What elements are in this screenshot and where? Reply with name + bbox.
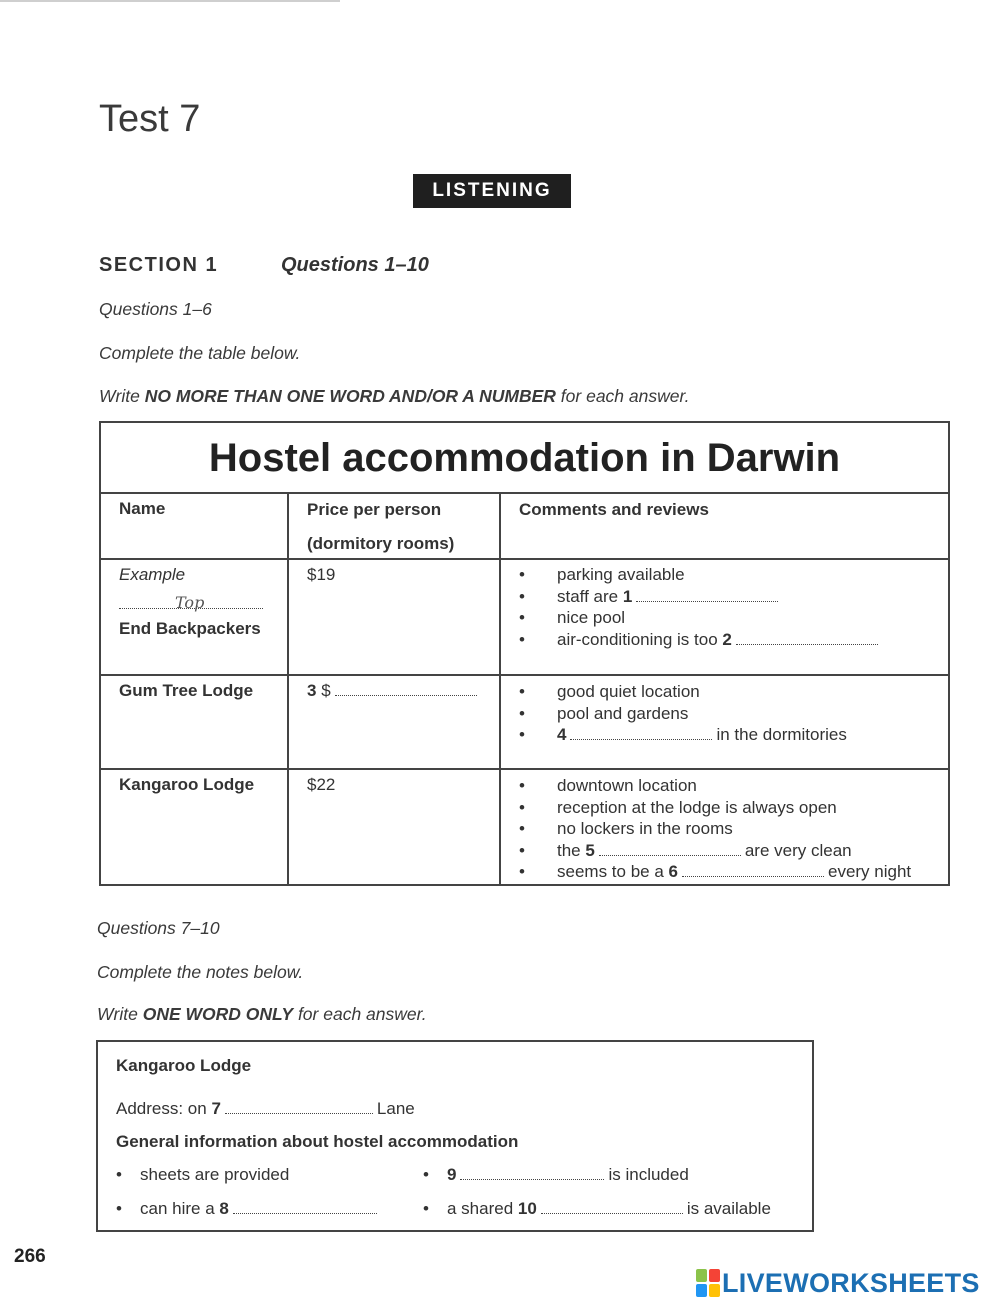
answer-gap-7[interactable] xyxy=(225,1100,373,1114)
comment-text: staff are xyxy=(557,586,623,606)
header-price-line1: Price per person xyxy=(307,500,442,519)
hostel-price xyxy=(307,681,481,701)
hostel-price: $22 xyxy=(307,775,336,794)
comment-text: good quiet location xyxy=(557,682,700,701)
address-suffix: Lane xyxy=(376,1099,415,1118)
notes-general-heading: General information about hostel accommodation xyxy=(116,1132,519,1151)
question-number: 3 xyxy=(307,681,317,700)
question-number: 1 xyxy=(622,586,633,606)
word-limit-prefix: Write xyxy=(99,386,145,406)
word-limit-bold: NO MORE THAN ONE WORD AND/OR A NUMBER xyxy=(144,386,556,406)
question-number: 4 xyxy=(557,725,567,745)
logo-square xyxy=(709,1269,720,1282)
comments-list xyxy=(519,775,911,883)
logo-mark-icon xyxy=(696,1269,720,1297)
question-number: 2 xyxy=(722,629,732,649)
question-number: 8 xyxy=(219,1199,229,1218)
questions-1-6-label: Questions 1–6 xyxy=(99,299,212,319)
liveworksheets-logo[interactable] xyxy=(696,1268,980,1298)
list-item: • 9 is included xyxy=(423,1165,689,1184)
word-limit-prefix: Write xyxy=(97,1004,143,1024)
answer-gap-4[interactable] xyxy=(570,726,712,740)
notes-box xyxy=(96,1040,814,1232)
hostel-price: $19 xyxy=(307,565,336,584)
table-instruction: Complete the table below. xyxy=(99,343,301,363)
comment-text: are very clean xyxy=(744,840,852,860)
row-divider xyxy=(101,768,948,770)
word-limit-suffix: for each answer. xyxy=(555,386,690,406)
header-price xyxy=(307,493,454,561)
top-rule xyxy=(0,0,340,2)
header-comments: Comments and reviews xyxy=(519,500,709,519)
list-item xyxy=(519,724,847,746)
row-divider xyxy=(101,674,948,676)
list-item xyxy=(519,607,882,629)
list-item xyxy=(519,564,882,586)
currency-symbol: $ xyxy=(321,681,331,700)
answer-gap-6[interactable] xyxy=(682,863,824,877)
answer-gap-1[interactable] xyxy=(636,588,778,602)
hostel-name: Gum Tree Lodge xyxy=(119,681,254,700)
note-text: a shared xyxy=(447,1199,518,1218)
note-text: can hire a xyxy=(140,1199,220,1218)
address-prefix: Address: on xyxy=(116,1099,212,1118)
table-word-limit xyxy=(99,386,690,407)
list-item xyxy=(519,775,911,797)
list-item xyxy=(519,586,882,608)
logo-square xyxy=(696,1284,707,1297)
list-item xyxy=(519,840,911,862)
header-name: Name xyxy=(119,499,166,518)
row-divider xyxy=(101,558,948,560)
comment-text: no lockers in the rooms xyxy=(557,819,733,839)
hostel-name: End Backpackers xyxy=(119,619,261,638)
hostel-name: Kangaroo Lodge xyxy=(119,775,255,794)
test-title: Test 7 xyxy=(99,98,201,140)
answer-gap-2[interactable] xyxy=(736,631,878,645)
note-text: sheets are provided xyxy=(140,1165,290,1184)
list-item: • sheets are provided xyxy=(116,1165,290,1184)
answer-gap-3[interactable] xyxy=(335,682,477,696)
comment-text: every night xyxy=(827,862,912,882)
header-price-line2: (dormitory rooms) xyxy=(307,534,455,553)
question-number: 6 xyxy=(668,862,678,882)
table-title: Hostel accommodation in Darwin xyxy=(101,423,948,494)
comment-text: in the dormitories xyxy=(716,725,847,745)
section-label: SECTION 1 xyxy=(99,254,219,276)
list-item xyxy=(519,703,847,725)
comment-text: downtown location xyxy=(557,776,697,795)
handwritten-answer: Top xyxy=(175,593,205,612)
list-item: • can hire a 8 xyxy=(116,1199,381,1219)
comment-text: nice pool xyxy=(557,608,626,628)
comment-text: seems to be a xyxy=(557,862,669,882)
list-item xyxy=(519,629,882,651)
hostel-table xyxy=(99,421,950,886)
note-text: is included xyxy=(608,1165,689,1184)
comments-list xyxy=(519,681,847,746)
example-label: Example xyxy=(119,565,186,584)
answer-gap-8[interactable] xyxy=(233,1200,377,1214)
list-item xyxy=(519,797,911,819)
answer-gap-10[interactable] xyxy=(541,1200,683,1214)
section-questions: Questions 1–10 xyxy=(281,254,429,276)
comment-text: reception at the lodge is always open xyxy=(557,797,837,817)
answer-gap-5[interactable] xyxy=(599,842,741,856)
question-number: 10 xyxy=(517,1199,537,1218)
notes-address xyxy=(116,1099,415,1119)
note-text: is available xyxy=(686,1199,771,1218)
notes-title: Kangaroo Lodge xyxy=(116,1056,252,1075)
notes-word-limit xyxy=(97,1004,427,1025)
comment-text: pool and gardens xyxy=(557,703,689,723)
word-limit-suffix: for each answer. xyxy=(293,1004,427,1024)
column-divider xyxy=(499,494,501,884)
list-item xyxy=(519,861,911,883)
listening-badge: LISTENING xyxy=(413,174,571,208)
logo-square xyxy=(709,1284,720,1297)
comment-text: air-conditioning is too xyxy=(557,629,723,649)
page-number: 266 xyxy=(14,1246,46,1267)
word-limit-bold: ONE WORD ONLY xyxy=(142,1004,294,1024)
logo-text: LIVEWORKSHEETS xyxy=(722,1267,980,1298)
question-number: 7 xyxy=(211,1099,221,1118)
question-number: 9 xyxy=(447,1165,457,1184)
list-item xyxy=(519,681,847,703)
answer-gap-9[interactable] xyxy=(460,1166,604,1180)
comment-text: the xyxy=(557,840,586,860)
questions-7-10-label: Questions 7–10 xyxy=(97,918,220,938)
comments-list xyxy=(519,564,882,650)
comment-text: parking available xyxy=(557,565,685,584)
list-item xyxy=(519,818,911,840)
notes-instruction: Complete the notes below. xyxy=(97,962,304,982)
column-divider xyxy=(287,494,289,884)
question-number: 5 xyxy=(585,840,595,860)
list-item: • a shared 10 is available xyxy=(423,1199,771,1218)
logo-square xyxy=(696,1269,707,1282)
